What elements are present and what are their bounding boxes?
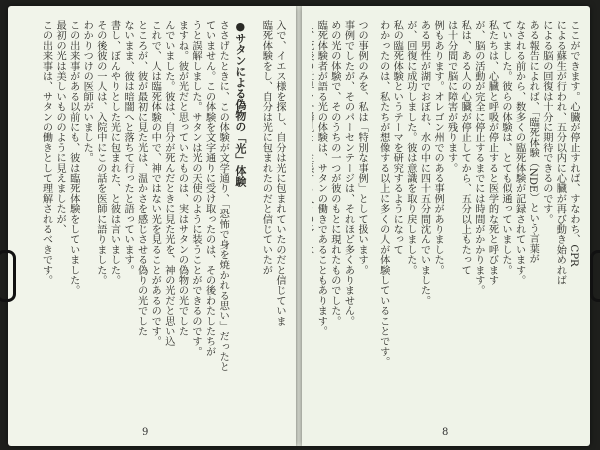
text-line: この出来事は、サタンの働きとして理解されるべきです。 bbox=[40, 20, 52, 286]
text-line: ここができます。心臓が停止すれば、すなわち、CPR bbox=[568, 20, 579, 267]
blank-line bbox=[368, 20, 376, 422]
text-line: 臨死体験者が語る光の体験は、サタンの働きであることもあります。 bbox=[315, 20, 327, 337]
text-line: ところが、彼が最初に見た光は、温かさを感じさせる偽りの光でした bbox=[135, 20, 147, 337]
right-page-number: 8 bbox=[442, 427, 449, 438]
text-line: 入で、イエス様を探し、自分は光に包まれていたのだと信じていま bbox=[274, 20, 285, 326]
right-page-text bbox=[312, 20, 580, 422]
text-line: ていました。彼らの体験は、とても似通っていました。 bbox=[500, 20, 512, 275]
text-line: ないまま、彼は暗闇へと落ちて行ったと語っています。 bbox=[122, 20, 134, 275]
text-line: めの光の体験で、そのうちの一つが彼のもとに現れたものでした。 bbox=[328, 20, 340, 326]
text-line: これで、人は臨死体験の中で、神ではない光を見ることがあるのです。 bbox=[149, 20, 161, 347]
right-page bbox=[302, 6, 590, 446]
section-heading: ●サタンによる偽物の「光」体験 bbox=[233, 20, 247, 187]
text-line: つの事例のみを、私は「特別な事例」として扱います。 bbox=[356, 20, 368, 275]
text-line: 事例でしたが、そのパーセンテージは、それほど多くありません。 bbox=[342, 20, 354, 326]
text-line: わかったのは、私たちが想像する以上に多くの人が体験していることです。 bbox=[377, 20, 389, 367]
text-line: 私たちは、心臓と呼吸が停止すると医学的な死と呼びます bbox=[486, 20, 498, 286]
text-line: うと誤解しました。サタンは光の天使のように装うことができるのです。 bbox=[190, 20, 202, 357]
text-line: んでいました。彼は、自分が死んだときに見た光を、神の光だと思い込 bbox=[162, 20, 174, 347]
left-page bbox=[8, 6, 296, 446]
text-line: この出来事がある以前にも、彼は臨死体験をしていました。 bbox=[67, 20, 79, 296]
text-line: 書し、ぼんやりとした光に包まれた、と彼は言いました。 bbox=[108, 20, 120, 286]
text-line: 最初の光は美しいもののように見えましたが、 bbox=[54, 20, 66, 235]
text-line: わかりつけの医師がいました。 bbox=[81, 20, 93, 163]
text-line: 臨死体験をし、自分は光に包まれたのだと信じていたが bbox=[260, 20, 272, 275]
text-line: が、回復に成功しました。彼は意識を取り戻しました。 bbox=[404, 20, 416, 275]
left-page-number: 9 bbox=[142, 427, 149, 438]
text-line: 例もあります。オレゴン州でのある事例がありました。 bbox=[432, 20, 444, 275]
text-line: ますね。彼が光だと思っていたものは、実はサタンの偽物の光でした bbox=[176, 20, 188, 337]
text-line: ささげたときに、この体験が文学通り、「恐怖で身を焼かれる思い」だったと bbox=[217, 20, 229, 372]
page-clip-right bbox=[590, 250, 600, 302]
text-line: ていません。この体験を文字通りに受け取ったのは、その後わたしたちが bbox=[203, 20, 215, 357]
left-page-text bbox=[18, 20, 286, 422]
text-line: による脳の回復は十分に期待できるのです。 bbox=[540, 20, 552, 224]
text-line: ある男性が湖でおぼれ、水の中に四十五分間沈んでいました。 bbox=[418, 20, 430, 306]
text-line: は十分間で脳に障害が残ります。 bbox=[445, 20, 457, 173]
text-line: なされる前から、数多くの臨死体験が記録されています。 bbox=[513, 20, 525, 286]
text-line: 私の臨死体験というテーマを研究するようになって bbox=[391, 20, 403, 255]
page-clip-left bbox=[0, 250, 16, 302]
blank-line bbox=[251, 20, 259, 422]
text-line: が、脳の活動が完全に停止するまでには時間がかかります。 bbox=[472, 20, 484, 296]
text-line: による蘇生が行われ、五分以内に心臓が再び動き始めれば bbox=[554, 20, 566, 286]
text-line: ある報告によれば、「臨死体験（NDE）という言葉が bbox=[527, 20, 539, 264]
text-line bbox=[312, 20, 314, 422]
text-line: 私は、ある人の心臓が停止してから、五分以上もたって bbox=[459, 20, 471, 275]
text-line: その後彼の一人は、入院中にこの話を医師に語りました。 bbox=[94, 20, 106, 286]
